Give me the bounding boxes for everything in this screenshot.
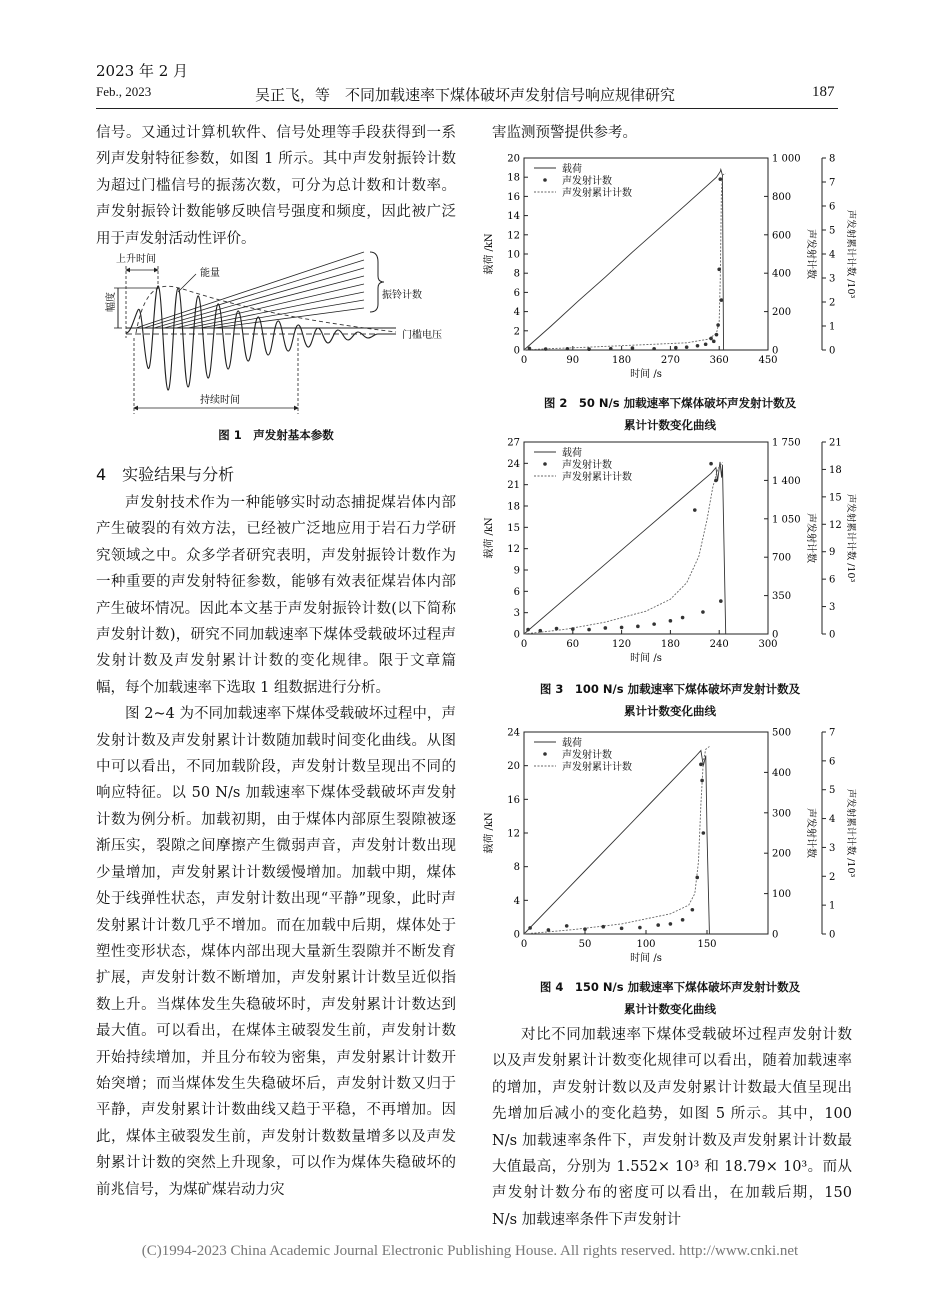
issue-date-cn: 2023 年 2 月 <box>96 62 189 80</box>
figure-2-caption-line2: 累计计数变化曲线 <box>624 418 716 432</box>
y2-tick-label: 0 <box>772 629 779 641</box>
running-title: 吴正飞，等 不同加载速率下煤体破坏声发射信号响应规律研究 <box>255 86 676 104</box>
ae-count-point <box>719 599 723 603</box>
y2-tick-label: 400 <box>772 268 792 280</box>
y2-axis-label: 声发射计数 <box>805 808 816 858</box>
legend-load-label: 载荷 <box>562 164 582 175</box>
issue-date-en: Feb., 2023 <box>96 84 152 99</box>
ae-count-point <box>709 337 713 341</box>
legend-count-label: 声发射计数 <box>562 750 612 761</box>
y3-tick-label: 2 <box>829 871 836 883</box>
ae-count-point <box>720 298 724 302</box>
y3-tick-label: 6 <box>829 756 836 768</box>
x-tick-label: 180 <box>612 355 632 366</box>
ae-count-point <box>571 627 575 631</box>
ae-count-point <box>526 628 530 632</box>
ring-count-label: 振铃计数 <box>382 290 422 301</box>
left-body-block <box>96 490 456 1203</box>
x-tick-label: 450 <box>758 355 778 366</box>
y3-tick-label: 0 <box>829 929 836 941</box>
ae-count-point <box>704 342 708 346</box>
threshold-label: 门槛电压 <box>402 330 442 341</box>
y2-tick-label: 400 <box>772 767 792 779</box>
figure-2-caption-line1: 图 2 50 N/s 加载速率下煤体破坏声发射计数及 <box>543 396 797 410</box>
ae-count-point <box>691 908 695 912</box>
y3-tick-label: 4 <box>829 814 836 826</box>
legend-count-swatch <box>543 462 547 466</box>
ae-count-point <box>674 346 678 350</box>
ae-count-point <box>638 926 642 930</box>
y-tick-label: 4 <box>513 307 520 319</box>
right-body-block <box>492 1022 852 1233</box>
y3-axis-label: 声发射累计计数 /10³ <box>845 209 856 299</box>
y-tick-label: 24 <box>507 727 520 739</box>
legend-count-label: 声发射计数 <box>562 176 612 187</box>
ae-count-point <box>652 622 656 626</box>
x-tick-label: 120 <box>612 639 632 650</box>
y3-tick-label: 15 <box>829 492 842 504</box>
x-tick-label: 240 <box>709 639 729 650</box>
y-tick-label: 18 <box>507 172 520 184</box>
ae-count-point <box>695 876 699 880</box>
ae-count-point <box>538 629 542 633</box>
x-tick-label: 100 <box>636 939 656 950</box>
amplitude-label: 幅度 <box>106 292 117 312</box>
x-tick-label: 270 <box>660 355 680 366</box>
legend-cum-label: 声发射累计计数 <box>562 188 632 199</box>
load-line <box>524 462 726 634</box>
y-tick-label: 21 <box>507 480 520 492</box>
legend-count-label: 声发射计数 <box>562 460 612 471</box>
load-line <box>524 751 709 934</box>
x-tick-label: 0 <box>520 355 528 366</box>
ae-count-point <box>712 340 716 344</box>
y-tick-label: 14 <box>507 211 520 223</box>
y-tick-label: 20 <box>507 153 520 165</box>
y2-tick-label: 800 <box>772 191 792 203</box>
ae-count-point <box>718 177 722 181</box>
y2-axis-label: 声发射计数 <box>805 513 816 563</box>
y-tick-label: 6 <box>513 287 520 299</box>
y-tick-label: 0 <box>513 629 520 641</box>
y3-axis-label: 声发射累计计数 /10³ <box>845 788 856 878</box>
ae-count-point <box>602 925 606 929</box>
ae-count-point <box>700 779 704 783</box>
ae-count-point <box>702 831 706 835</box>
y-tick-label: 2 <box>513 326 520 338</box>
y-tick-label: 15 <box>507 522 520 534</box>
x-axis-label: 时间 /s <box>630 369 662 380</box>
ae-count-point <box>565 924 569 928</box>
ae-count-point <box>714 479 718 483</box>
legend-count-swatch <box>543 752 547 756</box>
y3-tick-label: 2 <box>829 297 836 309</box>
y-tick-label: 24 <box>507 458 520 470</box>
x-tick-label: 150 <box>697 939 717 950</box>
energy-label: 能量 <box>200 268 220 279</box>
y3-tick-label: 3 <box>829 602 836 614</box>
figure-2-caption <box>480 392 860 436</box>
y-tick-label: 20 <box>507 761 520 773</box>
y3-tick-label: 18 <box>829 464 842 476</box>
paragraph-1: 声发射技术作为一种能够实时动态捕捉煤岩体内部产生破裂的有效方法，已经被广泛地应用于岩石力学研究领域之中。众多学者研究表明，声发射振铃计数作为一种重要的声发射特征参数，能够有效表征煤岩体内部产生破坏情况。因此本文基于声发射振铃计数(以下简称声发射计数)，研究不同加载速率下煤体受载破坏过程声发射计数及声发射累计计数的变化规律。限于文章篇幅，每个加载速率下选取 1 组数据进行分析。 <box>96 495 456 696</box>
plot-frame <box>524 442 768 634</box>
y-tick-label: 18 <box>507 501 520 513</box>
figure-1-diagram <box>96 248 466 418</box>
y2-tick-label: 0 <box>772 929 779 941</box>
y-tick-label: 9 <box>513 565 520 577</box>
y3-tick-label: 4 <box>829 249 836 261</box>
legend-load-label: 载荷 <box>562 448 582 459</box>
y3-tick-label: 8 <box>829 153 836 165</box>
paragraph-2: 图 2~4 为不同加载速率下煤体受载破坏过程中，声发射计数及声发射累计计数随加载时间变化曲线。从图中可以看出，不同加载阶段，声发射计数呈现出不同的响应特征。以 50 N/s 加载速率下煤体受载破坏声发射计数为例分析。加载初期，由于煤体内部原生裂隙被逐渐压实，裂隙之间摩擦产生微弱声音，声发射计数出现少量增加，声发射累计计数缓慢增加。加载中期，煤体处于线弹性状态，声发射计数出现“平静”现象，此时声发射累计计数几乎不增加。而在加载中后期，煤体处于塑性变形状态，煤体内部出现大量新生裂隙并不断发育扩展，声发射计数不断增加，声发射累计计数呈近似指数上升。当煤体发生失稳破坏时，声发射累计计数达到最大值。可以看出，在煤体主破裂发生前，声发射计数开始持续增加，并且分布较为密集，声发射累计计数开始突增；而当煤体发生失稳破坏后，声发射计数又归于平静，声发射累计计数曲线又趋于平稳，不再增加。因此，煤体主破裂发生前，声发射计数数量增多以及声发射累计计数的突然上升现象，可以作为煤体失稳破坏的前兆信号，为煤矿煤岩动力灾 <box>96 706 456 1198</box>
y2-axis-label: 声发射计数 <box>805 229 816 279</box>
ae-count-point <box>587 628 591 632</box>
y2-tick-label: 200 <box>772 307 792 319</box>
ae-count-point <box>566 347 570 351</box>
ae-count-point <box>715 333 719 337</box>
paragraph-3: 对比不同加载速率下煤体受载破坏过程声发射计数以及声发射累计计数变化规律可以看出，随着加载速率的增加，声发射计数以及声发射累计计数最大值呈现出先增加后减小的变化趋势，如图 5 所示。其中，100 N/s 加载速率条件下，声发射计数及声发射累计计数最大值最高，分别为 1.552× 10³ 和 18.79× 10³。而从声发射计数分布的密度可以看出，在加载后期，150 N/s 加载速率条件下声发射计 <box>492 1027 852 1228</box>
y2-tick-label: 1 750 <box>772 437 801 449</box>
x-axis-label: 时间 /s <box>630 953 662 964</box>
y2-tick-label: 1 000 <box>772 153 801 165</box>
y3-tick-label: 7 <box>829 177 836 189</box>
y3-tick-label: 3 <box>829 273 836 285</box>
y3-tick-label: 12 <box>829 519 842 531</box>
ae-count-point <box>636 625 640 629</box>
x-axis-label: 时间 /s <box>630 653 662 664</box>
energy-pointer <box>178 274 196 292</box>
x-tick-label: 0 <box>520 939 528 950</box>
figure-3-caption <box>480 678 860 722</box>
ae-count-point <box>685 345 689 349</box>
figure-4-caption-line1: 图 4 150 N/s 加载速率下煤体破坏声发射计数及 <box>539 980 801 994</box>
y3-tick-label: 5 <box>829 785 836 797</box>
figure-4-caption-line2: 累计计数变化曲线 <box>624 1002 716 1016</box>
right-intro-block <box>492 120 852 146</box>
ae-count-point <box>716 323 720 327</box>
figure-4-chart <box>480 724 860 974</box>
y2-tick-label: 600 <box>772 230 792 242</box>
ae-count-point <box>669 619 673 623</box>
legend-count-swatch <box>543 178 547 182</box>
figure-2-chart <box>480 150 860 390</box>
plot-frame <box>524 158 768 350</box>
copyright-footer: (C)1994-2023 China Academic Journal Electronic Publishing House. All rights reserved. http://www.cnki.net <box>141 1243 799 1259</box>
plot-frame <box>524 732 768 934</box>
legend-load-label: 载荷 <box>562 738 582 749</box>
x-tick-label: 60 <box>566 639 580 650</box>
figure-3-chart <box>480 434 860 674</box>
y-tick-label: 6 <box>513 586 520 598</box>
y-tick-label: 0 <box>513 929 520 941</box>
y-tick-label: 12 <box>507 230 520 242</box>
y2-tick-label: 1 400 <box>772 475 801 487</box>
y2-tick-label: 200 <box>772 848 792 860</box>
ae-count-point <box>528 926 532 930</box>
y3-tick-label: 5 <box>829 225 836 237</box>
y2-tick-label: 300 <box>772 808 792 820</box>
y-tick-label: 10 <box>507 249 520 261</box>
y3-tick-label: 1 <box>829 321 836 333</box>
ae-count-point <box>631 346 635 350</box>
y-tick-label: 0 <box>513 345 520 357</box>
ae-count-point <box>555 627 559 631</box>
x-tick-label: 360 <box>709 355 729 366</box>
y3-tick-label: 7 <box>829 727 836 739</box>
y2-tick-label: 500 <box>772 727 792 739</box>
y-tick-label: 27 <box>507 437 520 449</box>
y-tick-label: 8 <box>513 268 520 280</box>
ring-brace <box>370 252 384 312</box>
y3-axis-label: 声发射累计计数 /10³ <box>845 493 856 583</box>
y3-tick-label: 21 <box>829 437 842 449</box>
figure-3-caption-line2: 累计计数变化曲线 <box>624 704 716 718</box>
ring-count-rays <box>136 252 364 328</box>
left-intro-block <box>96 120 456 252</box>
legend-cum-label: 声发射累计计数 <box>562 472 632 483</box>
y3-tick-label: 6 <box>829 201 836 213</box>
ae-count-point <box>609 347 613 351</box>
ae-count-point <box>693 508 697 512</box>
left-intro-text: 信号。又通过计算机软件、信号处理等手段获得到一系列声发射特征参数，如图 1 所示。其中声发射振铃计数为超过门槛信号的振荡次数，可分为总计数和计数率。声发射振铃计数能够反映信号强度和频度，因此被广泛用于声发射活动性评价。 <box>96 125 456 247</box>
ae-count-point <box>656 923 660 927</box>
ae-count-point <box>547 928 551 932</box>
y-tick-label: 12 <box>507 828 520 840</box>
ae-count-point <box>620 927 624 931</box>
ae-count-point <box>699 763 703 767</box>
figure-1-caption: 图 1 声发射基本参数 <box>218 428 334 442</box>
duration-label: 持续时间 <box>200 395 240 406</box>
ae-count-point <box>669 922 673 926</box>
x-tick-label: 180 <box>660 639 680 650</box>
page-number: 187 <box>812 84 835 100</box>
ae-count-point <box>587 347 591 351</box>
y3-tick-label: 0 <box>829 629 836 641</box>
header-rule <box>96 108 838 109</box>
ae-count-point <box>652 347 656 351</box>
ae-count-point <box>701 610 705 614</box>
ae-count-point <box>717 268 721 272</box>
right-intro-text: 害监测预警提供参考。 <box>492 125 637 141</box>
y2-tick-label: 0 <box>772 345 779 357</box>
ae-count-point <box>604 626 608 630</box>
y-tick-label: 12 <box>507 544 520 556</box>
y2-tick-label: 1 050 <box>772 514 801 526</box>
y3-tick-label: 9 <box>829 547 836 559</box>
rise-time-label: 上升时间 <box>116 254 156 265</box>
y2-tick-label: 100 <box>772 889 792 901</box>
y-tick-label: 16 <box>507 794 520 806</box>
ae-count-point <box>528 347 532 351</box>
x-tick-label: 90 <box>566 355 580 366</box>
y-tick-label: 4 <box>513 895 520 907</box>
ae-count-point <box>709 462 713 466</box>
legend-cum-label: 声发射累计计数 <box>562 762 632 773</box>
ae-count-point <box>583 927 587 931</box>
figure-3-caption-line1: 图 3 100 N/s 加载速率下煤体破坏声发射计数及 <box>539 682 801 696</box>
y-axis-label: 载荷 /kN <box>484 812 495 854</box>
x-tick-label: 0 <box>520 639 528 650</box>
ae-count-point <box>544 347 548 351</box>
y-tick-label: 8 <box>513 862 520 874</box>
ae-count-point <box>696 344 700 348</box>
y3-tick-label: 1 <box>829 900 836 912</box>
y3-tick-label: 6 <box>829 574 836 586</box>
ae-count-point <box>681 616 685 620</box>
y2-tick-label: 350 <box>772 591 792 603</box>
figure-4-caption <box>480 976 860 1020</box>
ae-count-point <box>620 626 624 630</box>
y3-tick-label: 0 <box>829 345 836 357</box>
ae-count-point <box>681 918 685 922</box>
y-tick-label: 16 <box>507 191 520 203</box>
y2-tick-label: 700 <box>772 552 792 564</box>
cumulative-count-line <box>524 746 709 934</box>
x-tick-label: 50 <box>578 939 592 950</box>
y-axis-label: 载荷 /kN <box>484 233 495 275</box>
y3-tick-label: 3 <box>829 842 836 854</box>
x-tick-label: 300 <box>758 639 778 650</box>
y-tick-label: 3 <box>513 608 520 620</box>
y-axis-label: 载荷 /kN <box>484 517 495 559</box>
section-heading: 4 实验结果与分析 <box>96 465 235 484</box>
